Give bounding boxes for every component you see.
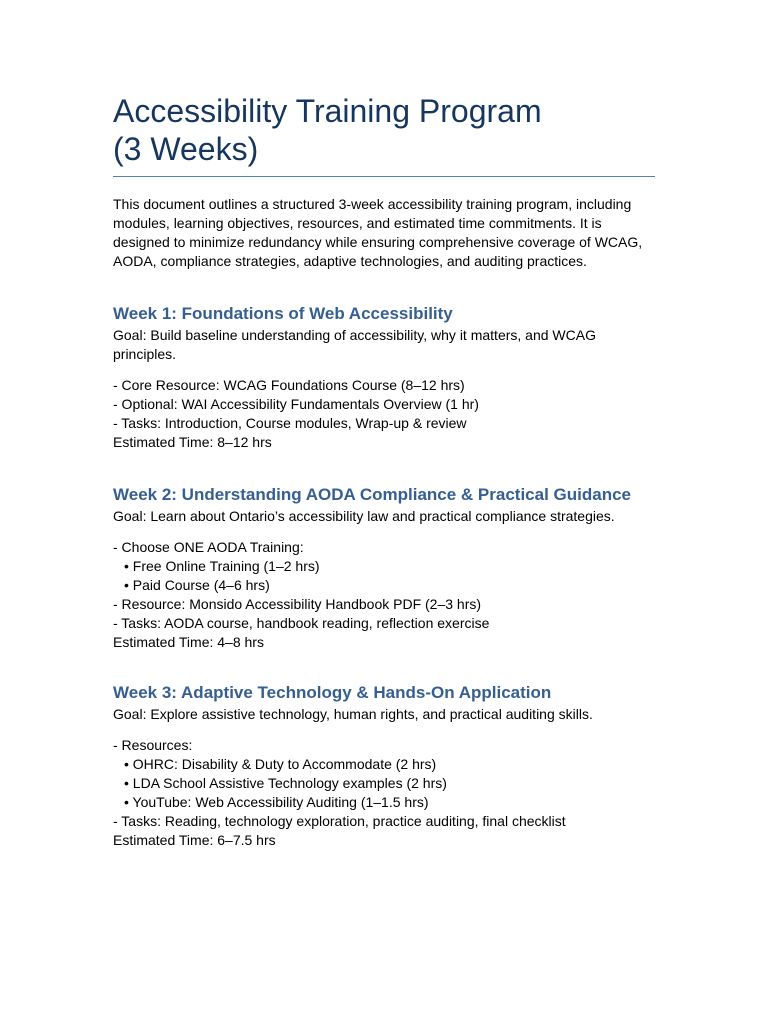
week-3-goal: Goal: Explore assistive technology, human rights, and practical auditing skills. — [113, 706, 593, 722]
document-title-line-2: (3 Weeks) — [113, 131, 259, 167]
week-2-item: - Tasks: AODA course, handbook reading, reflection exercise — [113, 615, 490, 631]
week-2-item: - Choose ONE AODA Training: — [113, 539, 304, 555]
week-3-sub-item: • YouTube: Web Accessibility Auditing (1–1.5 hrs) — [124, 794, 429, 810]
week-3-item: - Tasks: Reading, technology exploration, practice auditing, final checklist — [113, 813, 566, 829]
week-2-section — [113, 484, 655, 652]
document-title — [113, 92, 655, 177]
week-1-item: - Core Resource: WCAG Foundations Course (8–12 hrs) — [113, 377, 465, 393]
week-1-heading: Week 1: Foundations of Web Accessibility — [113, 304, 453, 323]
week-2-item: - Resource: Monsido Accessibility Handbook PDF (2–3 hrs) — [113, 596, 482, 612]
week-1-section — [113, 303, 655, 452]
week-3-section — [113, 682, 655, 850]
week-1-item: - Tasks: Introduction, Course modules, Wrap-up & review — [113, 415, 467, 431]
week-3-sub-item: • LDA School Assistive Technology examples (2 hrs) — [124, 775, 447, 791]
week-2-heading: Week 2: Understanding AODA Compliance & Practical Guidance — [113, 485, 631, 504]
week-1-item: - Optional: WAI Accessibility Fundamentals Overview (1 hr) — [113, 396, 479, 412]
week-2-estimate: Estimated Time: 4–8 hrs — [113, 634, 264, 650]
week-1-goal: Goal: Build baseline understanding of accessibility, why it matters, and WCAG principles. — [113, 327, 600, 362]
week-2-goal: Goal: Learn about Ontario’s accessibility law and practical compliance strategies. — [113, 508, 615, 524]
week-3-estimate: Estimated Time: 6–7.5 hrs — [113, 832, 276, 848]
intro-paragraph: This document outlines a structured 3-week accessibility training program, including modules, learning objectives, resources, and estimated time commitments. It is designed to minimize redundancy while ensuring comprehensive coverage of WCAG, AODA, compliance strategies, adaptive technologies, and auditing practices. — [113, 196, 643, 269]
document-title-line-1: Accessibility Training Program — [113, 93, 542, 129]
week-2-sub-item: • Paid Course (4–6 hrs) — [124, 577, 270, 593]
document-page — [113, 92, 655, 850]
week-3-heading: Week 3: Adaptive Technology & Hands-On Application — [113, 683, 552, 702]
week-3-item: - Resources: — [113, 737, 193, 753]
week-2-sub-item: • Free Online Training (1–2 hrs) — [124, 558, 320, 574]
week-3-sub-item: • OHRC: Disability & Duty to Accommodate (2 hrs) — [124, 756, 437, 772]
week-1-estimate: Estimated Time: 8–12 hrs — [113, 434, 272, 450]
